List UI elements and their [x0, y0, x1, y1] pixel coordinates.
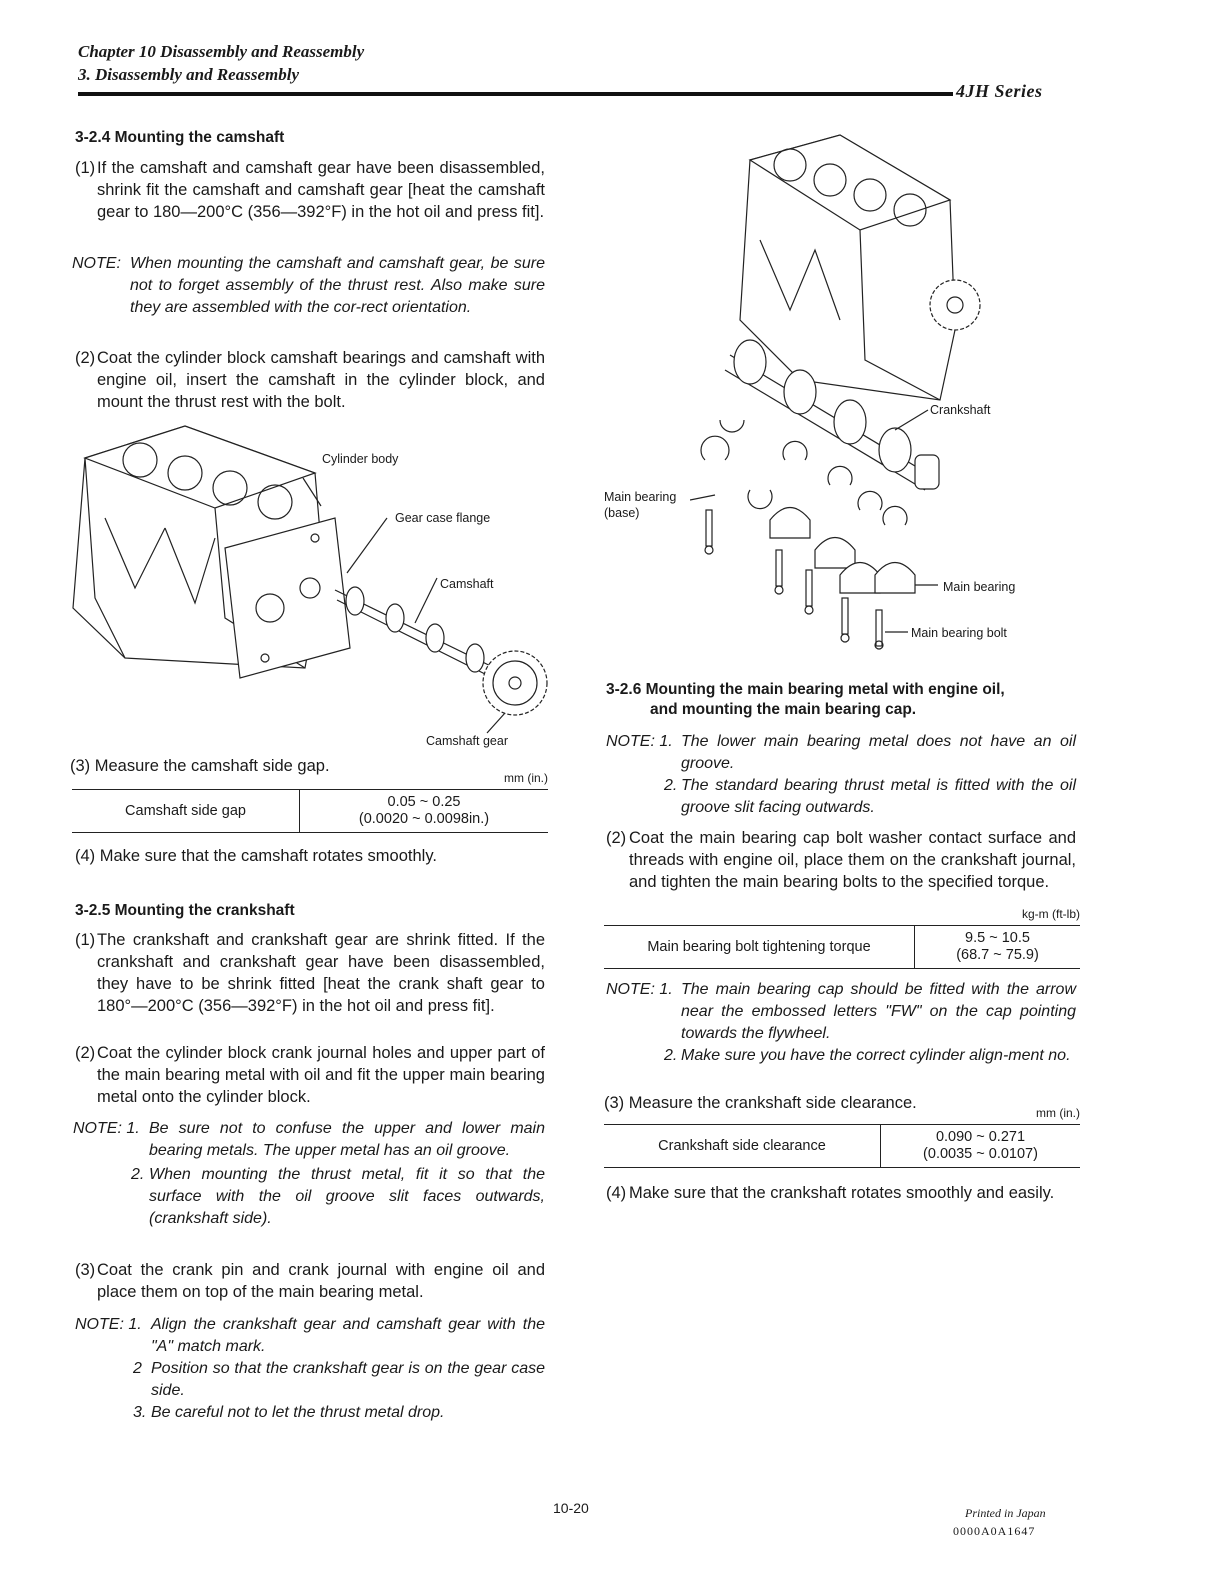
para-3-2-6-2: (2) Coat the main bearing cap bolt washer contact surface and threads with engine oil, place them on the crankshaft journal, and tighten the main bearing bolts to the specified torque. — [606, 829, 1076, 891]
leader-crankshaft — [895, 410, 928, 430]
heading-3-2-6-line1: 3-2.6 Mounting the main bearing metal with engine oil, — [606, 681, 1005, 698]
unit-torque: kg-m (ft-lb) — [1022, 907, 1080, 921]
label-camshaft: Camshaft — [440, 577, 494, 591]
label-main-bearing: Main bearing — [943, 580, 1016, 594]
heading-3-2-4: 3-2.4 Mounting the camshaft — [75, 129, 285, 146]
cylinder-block-drawing — [73, 426, 350, 678]
leader-main-bearing-base — [690, 495, 715, 500]
bearing-shells-drawing — [701, 420, 907, 525]
leader-gear-case-flange — [347, 518, 387, 573]
note-3-2-6-b: NOTE: 1. The main bearing cap should be fitted with the arrow near the embossed letters "FW" on the cap pointing towards the flywheel. 2. Make sure you have the correct cylinder align-ment no. — [606, 981, 1076, 1064]
label-crankshaft: Crankshaft — [930, 403, 991, 417]
bearing-caps-drawing — [770, 508, 915, 594]
note-3-2-6-a: NOTE: 1. The lower main bearing metal does not have an oil groove. 2. The standard bearing thrust metal is fitted with the oil groove slit facing outwards. — [606, 733, 1076, 816]
page-number: 10-20 — [553, 1500, 589, 1516]
para-3-2-6-3: (3) Measure the crankshaft side clearance. — [604, 1094, 917, 1112]
label-main-bearing-bolt: Main bearing bolt — [911, 626, 1007, 640]
clearance-spec-table — [604, 1124, 1080, 1168]
para-3-2-4-2: (2) Coat the cylinder block camshaft bearings and camshaft with engine oil, insert the camshaft in the cylinder block, and mount the thrust rest with the bolt. — [75, 349, 545, 411]
para-3-2-5-3: (3) Coat the crank pin and crank journal with engine oil and place them on top of the main bearing metal. — [75, 1261, 545, 1301]
section-title: 3. Disassembly and Reassembly — [78, 65, 299, 84]
label-camshaft-gear: Camshaft gear — [426, 734, 508, 748]
chapter-title: Chapter 10 Disassembly and Reassembly — [78, 42, 365, 61]
spec-value: 9.5 ~ 10.5 (68.7 ~ 75.9) — [956, 930, 1039, 963]
label-main-bearing-base-1: Main bearing — [604, 490, 677, 504]
unit-camshaft: mm (in.) — [504, 771, 548, 785]
camshaft-spec-table — [72, 789, 548, 833]
para-3-2-5-1: (1) The crankshaft and crankshaft gear are shrink fitted. If the crankshaft and crankshaft gear have been disassembled, they have to be shrink fitted [heat the crank shaft gear to 180°—200°C (356—392°F) in the hot oil and press fit]. — [75, 931, 545, 1015]
label-gear-case-flange: Gear case flange — [395, 511, 491, 525]
document-code: 0000A0A1647 — [953, 1524, 1036, 1538]
table-row — [72, 790, 548, 833]
spec-value: 0.05 ~ 0.25 (0.0020 ~ 0.0098in.) — [358, 794, 490, 827]
label-cylinder-body: Cylinder body — [322, 452, 399, 466]
engine-block-drawing — [740, 135, 980, 400]
label-main-bearing-base-2: (base) — [604, 506, 640, 520]
para-3-2-6-4: (4) Make sure that the crankshaft rotates smoothly and easily. — [606, 1184, 1055, 1202]
para-3-2-4-3: (3) Measure the camshaft side gap. — [70, 757, 330, 775]
spec-value: 0.090 ~ 0.271 (0.0035 ~ 0.0107) — [923, 1129, 1038, 1162]
heading-3-2-6-line2: and mounting the main bearing cap. — [650, 701, 917, 718]
spec-item: Main bearing bolt tightening torque — [604, 926, 915, 969]
note-3-2-5-b: NOTE: 1. Align the crankshaft gear and camshaft gear with the "A" match mark. 2 Position so that the crankshaft gear is on the gear case side. 3. Be careful not to let the thrust metal drop. — [75, 1316, 545, 1421]
table-row — [604, 1125, 1080, 1168]
leader-camshaft — [415, 578, 437, 623]
spec-item: Camshaft side gap — [72, 790, 300, 833]
unit-clearance: mm (in.) — [1036, 1106, 1080, 1120]
header-rule — [78, 92, 953, 96]
para-3-2-4-1: (1) If the camshaft and camshaft gear have been disassembled, shrink fit the camshaft and camshaft gear [heat the camshaft gear to 180—200°C (356—392°F) in the hot oil and press fit]. — [75, 159, 545, 221]
series-label: 4JH Series — [956, 81, 1043, 101]
camshaft-drawing — [335, 587, 547, 715]
table-row — [604, 926, 1080, 969]
para-3-2-5-2: (2) Coat the cylinder block crank journal holes and upper part of the main bearing metal with oil and fit the upper main bearing metal onto the cylinder block. — [75, 1044, 545, 1106]
heading-3-2-5: 3-2.5 Mounting the crankshaft — [75, 902, 295, 919]
note-3-2-4: NOTE: When mounting the camshaft and camshaft gear, be sure not to forget assembly of the thrust rest. Also make sure they are assembled with the cor-rect orientation. — [72, 255, 545, 316]
torque-spec-table — [604, 925, 1080, 969]
leader-camshaft-gear — [487, 713, 505, 733]
note-3-2-5-a: NOTE: 1. Be sure not to confuse the upper and lower main bearing metals. The upper metal has an oil groove. 2. When mounting the thrust metal, fit it so that the surface with the oil groove slit faces outwards, (crankshaft side). — [73, 1120, 545, 1227]
printed-in-japan: Printed in Japan — [965, 1506, 1046, 1520]
spec-item: Crankshaft side clearance — [604, 1125, 881, 1168]
para-3-2-4-4: (4) Make sure that the camshaft rotates smoothly. — [75, 847, 437, 865]
